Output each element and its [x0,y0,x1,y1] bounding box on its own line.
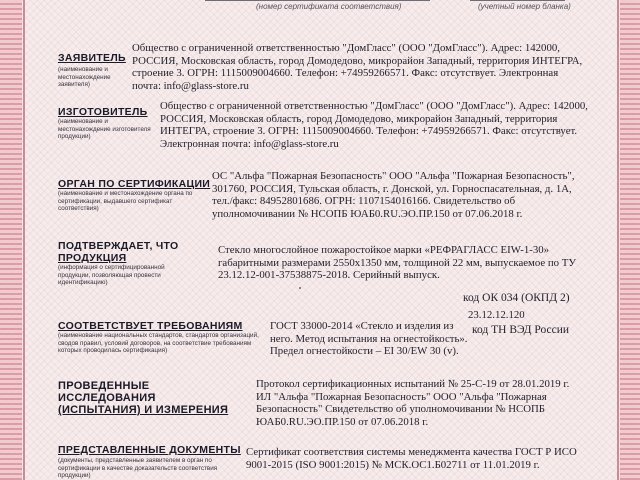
product-label-line2: ПРОДУКЦИЯ [58,252,127,264]
tests-label-line2: ИССЛЕДОВАНИЯ [58,392,156,404]
manufacturer-label: ИЗГОТОВИТЕЛЬ [58,106,148,118]
tests-label-line3: (ИСПЫТАНИЯ) И ИЗМЕРЕНИЯ [58,404,229,416]
documents-sublabel: (документы, представленные заявителем в орган по сертификации в качестве доказательств соответствия продукции) [58,457,218,480]
product-text: Стекло многослойное пожаростойкое марки «РЕФРАГЛАСС EIW-1-30» габаритными размерами 2550х1350 мм, толщиной 22 мм, выпускаемое по ТУ 23.12.12-001-37538875-2018. Серийный выпуск. [218,244,576,282]
documents-text: Сертификат соответствия системы менеджмента качества ГОСТ Р ИСО 9001-2015 (ISO 9001:2015) № МСК.ОС1.Б02711 от 11.01.2019 г. [246,446,577,471]
left-ornamental-border [0,0,22,480]
documents-label: ПРЕДСТАВЛЕННЫЕ ДОКУМЕНТЫ [58,444,241,456]
applicant-sublabel: (наименование и местонахождение заявителя) [58,66,111,89]
cert-number-line [205,0,430,1]
manufacturer-text: Общество с ограниченной ответственностью "ДомГласс" (ООО "ДомГласс"). Адрес: 142000, РОССИЯ, Московская область, город Домодедово, микрорайон Западный, территория ИНТЕГРА, строение 3. ОГРН: 1115009004660. Телефон: +74959266571. Факс: отсутствует. Электронная почта: info@glass-store.ru [160,100,588,150]
tests-label-line1: ПРОВЕДЕННЫЕ [58,380,150,392]
product-label-line1: ПОДТВЕРЖДАЕТ, ЧТО [58,240,179,252]
requirements-sublabel: (наименование национальных стандартов, стандартов организаций, сводов правил, условий договоров, на соответствие требованиям которых проводилась сертификация) [58,332,259,355]
cert-body-text: ОС "Альфа "Пожарная Безопасность" ООО "Альфа "Пожарная Безопасность", 301760, РОССИЯ, Тульская область, г. Донской, ул. Горноспасательная, д. 1А, тел./факс: 84952801686. ОГРН: 1107154016166. Свидетельство об уполномочивании № НСОПБ ЮАБ0.RU.ЭО.ПР.150 от 07.06.2018 г. [212,170,575,220]
right-ornamental-border [620,0,640,480]
tnved-label: код ТН ВЭД России [472,324,570,336]
product-sublabel: (информация о сертифицированной продукции, позволяющая провести идентификацию) [58,264,165,287]
cert-number-caption: (номер сертификата соответствия) [256,2,402,11]
cert-body-sublabel: (наименование и местонахождение органа по сертификации, выдавшего сертификат соответствия) [58,190,193,213]
form-number-line [470,0,565,1]
applicant-label: ЗАЯВИТЕЛЬ [58,52,126,64]
okpd-code: 23.12.12.120 [468,309,525,321]
ink-dot [299,287,301,289]
form-number-caption: (учетный номер бланка) [478,2,571,11]
applicant-text: Общество с ограниченной ответственностью "ДомГласс" (ООО "ДомГласс"). Адрес: 142000, РОССИЯ, Московская область, город Домодедово, микрорайон Западный, территория ИНТЕГРА, строение 3. ОГРН: 1115009004660. Телефон: +74959266571. Факс: отсутствует. Электронная почта: info@glass-store.ru [132,42,583,92]
tests-text: Протокол сертификационных испытаний № 25-С-19 от 28.01.2019 г. ИЛ "Альфа "Пожарная Безопасность" ООО "Альфа "Пожарная Безопасность" Свидетельство об уполномочивании № НСОПБ ЮАБ0.RU.ЭО.ПР.150 от 07.06.2018 г. [256,378,570,428]
cert-body-label: ОРГАН ПО СЕРТИФИКАЦИИ [58,178,211,190]
okpd-label: код ОК 034 (ОКПД 2) [463,292,570,304]
manufacturer-sublabel: (наименование и местонахождение изготовителя продукции) [58,118,151,141]
requirements-text: ГОСТ 33000-2014 «Стекло и изделия из него. Метод испытания на огнестойкость». Предел огнестойкости – EI 30/EW 30 (v). [270,320,468,358]
requirements-label: СООТВЕТСТВУЕТ ТРЕБОВАНИЯМ [58,320,243,332]
